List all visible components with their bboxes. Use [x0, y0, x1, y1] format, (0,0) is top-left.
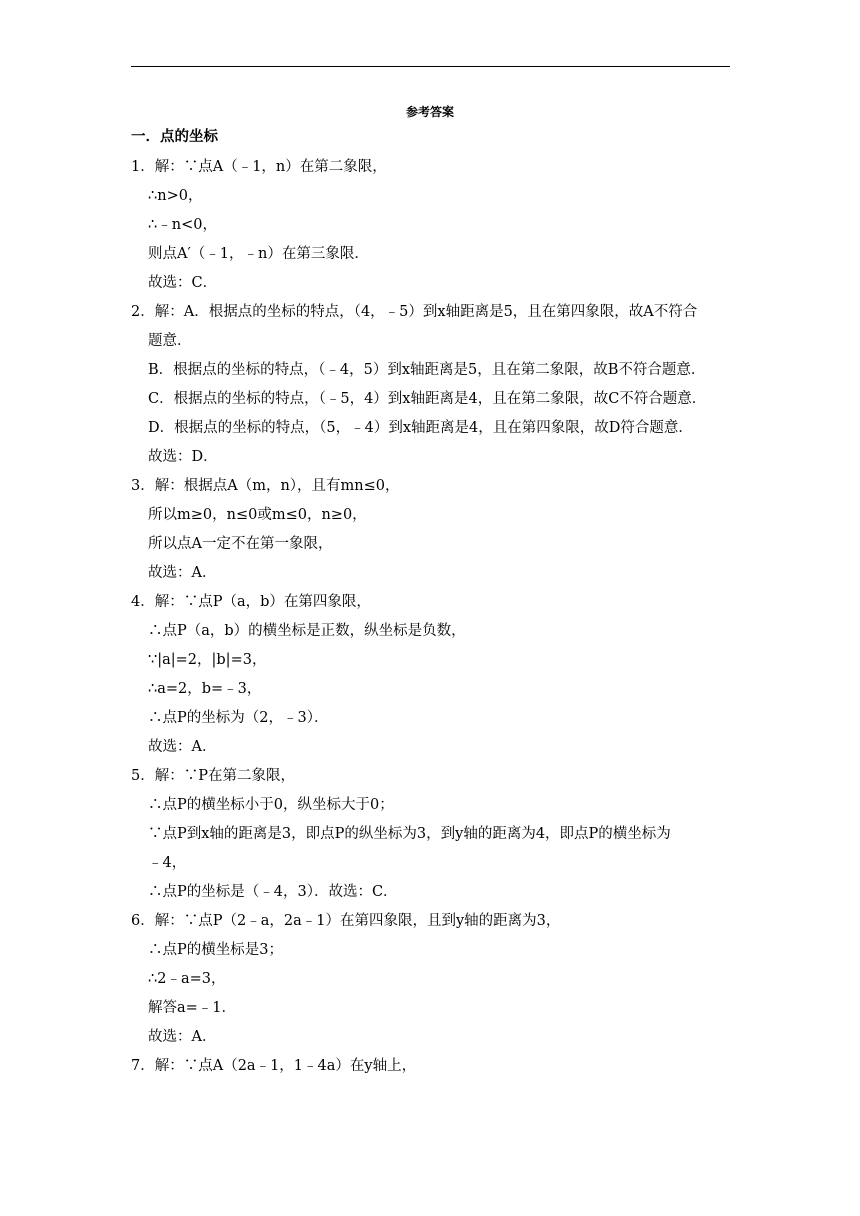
- answer-line: 1．解：∵点A（﹣1，n）在第二象限，: [131, 159, 387, 175]
- answer-line: ∴点P（a，b）的横坐标是正数，纵坐标是负数，: [148, 623, 466, 639]
- answer-line: 则点A′（﹣1，﹣n）在第三象限．: [148, 246, 369, 262]
- answer-line: 故选：D．: [148, 449, 218, 465]
- answer-line: ∵点P到x轴的距离是3，即点P的纵坐标为3，到y轴的距离为4，即点P的横坐标为: [148, 826, 671, 842]
- answer-line: 所以m≥0，n≤0或m≤0，n≥0，: [148, 507, 367, 523]
- answer-line: 所以点A一定不在第一象限，: [148, 536, 333, 552]
- answer-line: ∴点P的横坐标是3；: [148, 942, 283, 958]
- answer-line: C．根据点的坐标的特点，（﹣5，4）到x轴距离是4，且在第二象限，故C不符合题意．: [148, 391, 707, 407]
- answer-line: 5．解：∵P在第二象限，: [131, 768, 295, 784]
- answer-line: ∴点P的坐标为（2，﹣3）．: [148, 710, 329, 726]
- answer-line: ∴点P的横坐标小于0，纵坐标大于0；: [148, 797, 394, 813]
- answer-line: B．根据点的坐标的特点，（﹣4，5）到x轴距离是5，且在第二象限，故B不符合题意．: [148, 362, 706, 378]
- header-rule: [131, 66, 730, 67]
- answer-line: ∴点P的坐标是（﹣4，3）．故选：C．: [148, 884, 398, 900]
- answer-line: 故选：A．: [148, 565, 217, 581]
- answer-line: ∵|a|=2，|b|=3，: [148, 652, 267, 668]
- answer-line: D．根据点的坐标的特点，（5，﹣4）到x轴距离是4，且在第四象限，故D符合题意．: [148, 420, 693, 436]
- answer-line: ∴a=2，b=﹣3，: [148, 681, 262, 697]
- answer-line: 2．解：A．根据点的坐标的特点，（4，﹣5）到x轴距离是5，且在第四象限，故A不符合: [131, 304, 698, 320]
- answer-line: 题意．: [148, 333, 192, 349]
- answer-line: 6．解：∵点P（2﹣a，2a﹣1）在第四象限，且到y轴的距离为3，: [131, 913, 561, 929]
- answer-line: ﹣4，: [148, 855, 187, 871]
- answer-line: 4．解：∵点P（a，b）在第四象限，: [131, 594, 371, 610]
- answer-line: 解答a=﹣1．: [148, 1000, 237, 1016]
- answer-line: ∴﹣n<0，: [148, 217, 217, 233]
- answer-line: 7．解：∵点A（2a﹣1，1﹣4a）在y轴上，: [131, 1058, 417, 1074]
- page-title: 参考答案: [405, 105, 454, 119]
- section-heading: 一．点的坐标: [131, 129, 218, 145]
- answer-line: 故选：A．: [148, 1029, 217, 1045]
- answer-line: 3．解：根据点A（m，n），且有mn≤0，: [131, 478, 400, 494]
- answer-line: ∴2﹣a=3，: [148, 971, 226, 987]
- answer-line: 故选：C．: [148, 275, 218, 291]
- answer-line: ∴n>0，: [148, 188, 203, 204]
- answer-line: 故选：A．: [148, 739, 217, 755]
